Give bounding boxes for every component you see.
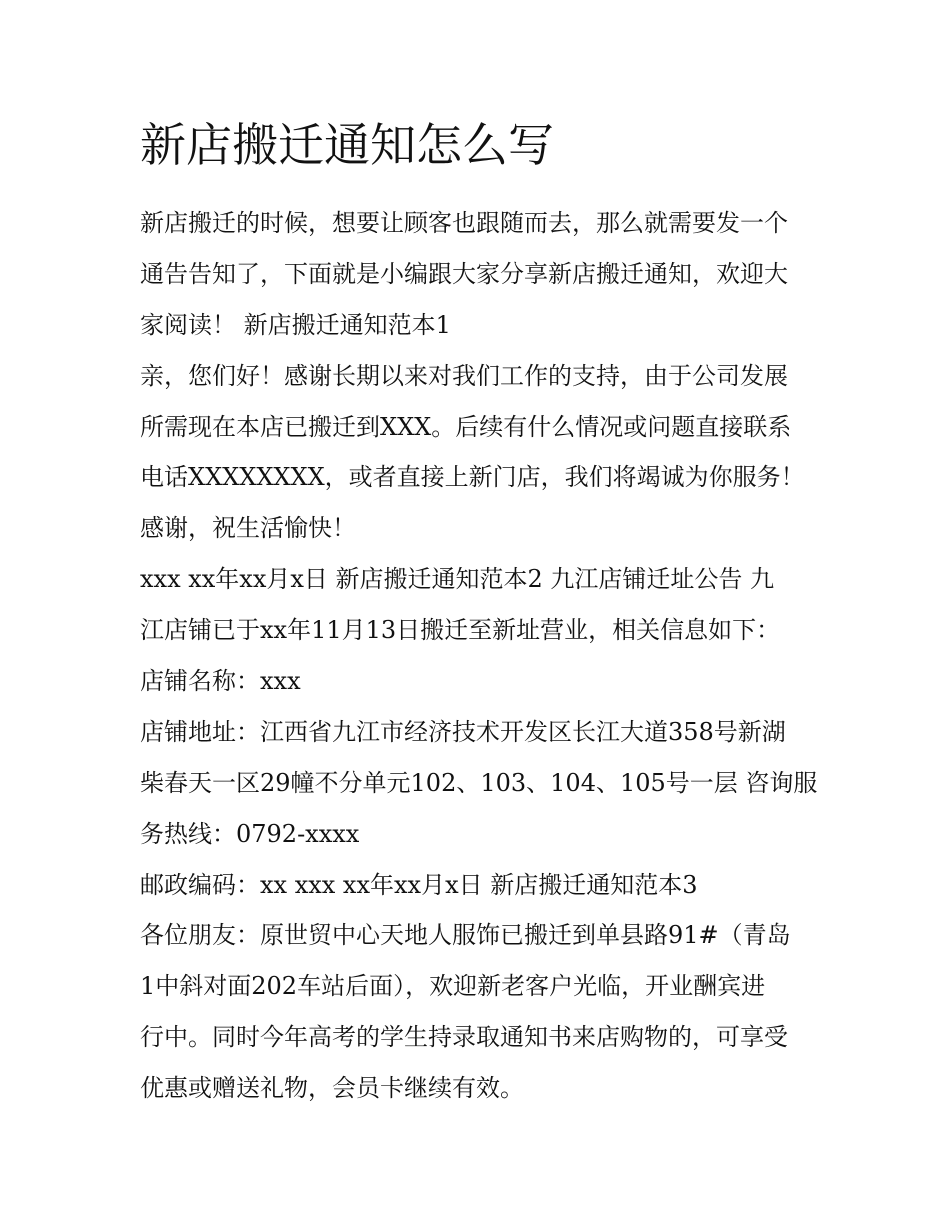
body-line: 通告告知了，下面就是小编跟大家分享新店搬迁通知，欢迎大 xyxy=(140,259,788,288)
body-line: 优惠或赠送礼物，会员卡继续有效。 xyxy=(140,1074,524,1103)
body-line: 所需现在本店已搬迁到XXX。后续有什么情况或问题直接联系 xyxy=(140,412,792,441)
body-line: 店铺名称：xxx xyxy=(140,667,301,696)
body-line: 电话XXXXXXXX，或者直接上新门店，我们将竭诚为你服务！ xyxy=(140,463,805,492)
body-line: 柴春天一区29幢不分单元102、103、104、105号一层 咨询服 xyxy=(140,768,818,797)
body-line: 1中斜对面202车站后面），欢迎新老客户光临，开业酬宾进 xyxy=(140,972,766,1001)
body-line: 江店铺已于xx年11月13日搬迁至新址营业，相关信息如下： xyxy=(140,616,781,645)
body-line: 亲，您们好！感谢长期以来对我们工作的支持，由于公司发展 xyxy=(140,361,788,390)
body-line: 邮政编码：xx xxx xx年xx月x日 新店搬迁通知范本3 xyxy=(140,870,698,899)
document-body xyxy=(140,198,820,1114)
body-line: 店铺地址：江西省九江市经济技术开发区长江大道358号新湖 xyxy=(140,717,786,746)
body-line: xxx xx年xx月x日 新店搬迁通知范本2 九江店铺迁址公告 九 xyxy=(140,565,775,594)
body-line: 各位朋友：原世贸中心天地人服饰已搬迁到单县路91#（青岛 xyxy=(140,921,791,950)
body-line: 家阅读！ 新店搬迁通知范本1 xyxy=(140,310,451,339)
body-line: 务热线：0792-xxxx xyxy=(140,819,360,848)
document-title: 新店搬迁通知怎么写 xyxy=(140,118,554,172)
body-line: 行中。同时今年高考的学生持录取通知书来店购物的，可享受 xyxy=(140,1023,788,1052)
body-line: 感谢，祝生活愉快！ xyxy=(140,514,356,543)
body-line: 新店搬迁的时候，想要让顾客也跟随而去，那么就需要发一个 xyxy=(140,209,788,237)
